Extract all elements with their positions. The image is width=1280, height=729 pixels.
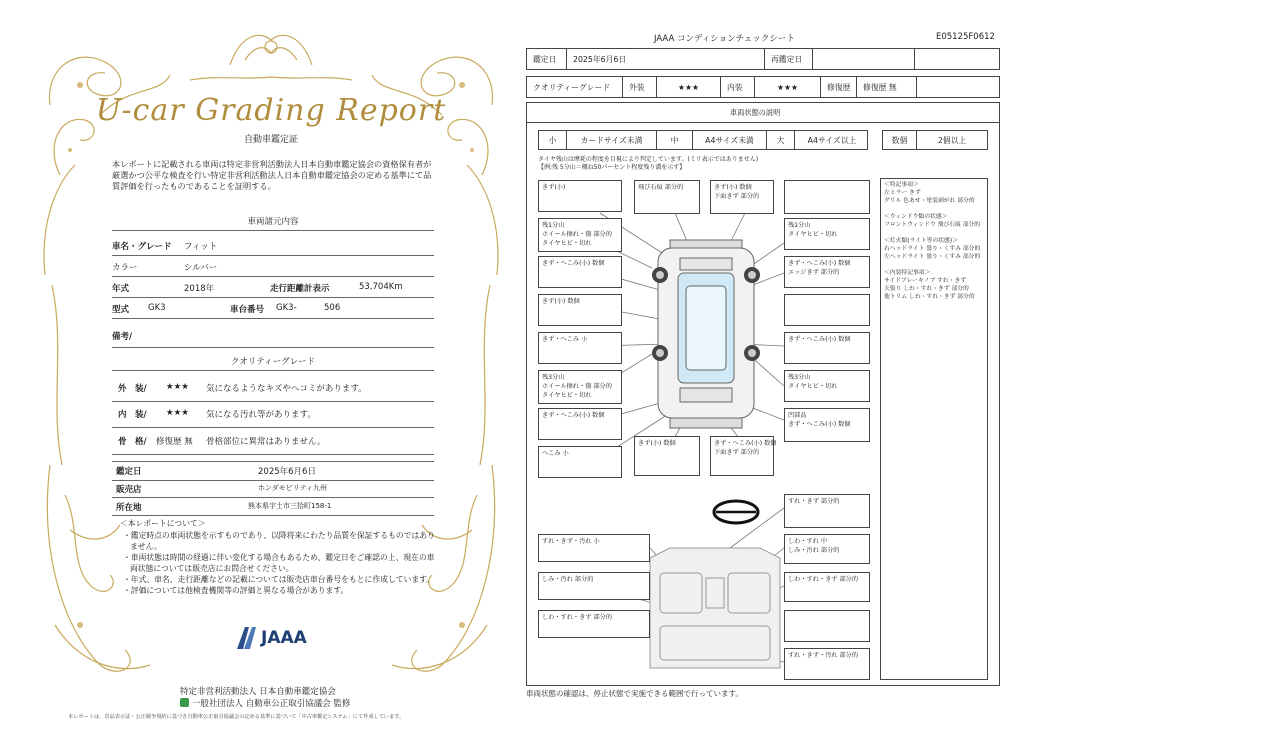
note-item: ・評価については他検査機関等の評価と異なる場合があります。 bbox=[123, 586, 349, 595]
tire-note-2: 【例:残 5分山＝概ね50パーセント程度残り溝を示す】 bbox=[538, 164, 686, 171]
dealer-row bbox=[112, 480, 434, 498]
date-value: 2025年6月6日 bbox=[567, 49, 765, 69]
damage-text: 下面きず 部分的 bbox=[714, 449, 760, 456]
car-name-value: フィット bbox=[184, 242, 218, 252]
model-row bbox=[112, 298, 434, 319]
year-row bbox=[112, 277, 434, 298]
size-large-desc: A4サイズ以上 bbox=[807, 135, 857, 145]
special-note-line bbox=[884, 229, 984, 237]
interior-box bbox=[784, 494, 870, 528]
special-note-line bbox=[884, 205, 984, 213]
interior-text: しわ・すれ・きず 部分的 bbox=[542, 614, 613, 621]
certificate-subtitle: 自動車鑑定証 bbox=[243, 135, 298, 145]
color-value: シルバー bbox=[184, 263, 218, 273]
condition-title: 車両状態の説明 bbox=[730, 108, 781, 117]
mileage-value: 53,704Km bbox=[359, 282, 403, 292]
damage-text: タイヤヒビ・切れ bbox=[542, 240, 592, 247]
vehicle-section-heading: 車両諸元内容 bbox=[112, 215, 434, 231]
damage-box bbox=[784, 408, 870, 442]
damage-text: エッジきず 部分的 bbox=[788, 269, 840, 276]
condition-check-sheet bbox=[520, 28, 1010, 708]
quality-label: クオリティーグレード bbox=[527, 77, 623, 97]
address-row bbox=[112, 498, 434, 516]
damage-text: ホイール擦れ・傷 部分的 bbox=[542, 231, 612, 238]
damage-box bbox=[784, 332, 870, 364]
sheet-title: JAAA コンディションチェックシート bbox=[654, 34, 795, 44]
note-item: ・年式、車名、走行距離などの記載については販売店車台番号をもとに作成しています。 bbox=[123, 575, 435, 584]
damage-box bbox=[538, 370, 622, 404]
special-note-line: 左ミラー きず bbox=[884, 190, 921, 196]
special-note-line: 他トリム しわ・すれ・きず 部分的 bbox=[884, 294, 975, 300]
damage-box bbox=[634, 180, 700, 214]
repair-label: 修復歴 bbox=[821, 77, 857, 97]
org-line-2-text: 一般社団法人 自動車公正取引協議会 監修 bbox=[192, 699, 351, 709]
certificate-footnote: 本レポートは、景品表示法・公正競争規約に基づき自動車公正取引協議会の定める基準に基づいて「中古車鑑定システム」にて作成しています。 bbox=[68, 714, 405, 720]
damage-text: きず(小) 数個 bbox=[714, 184, 752, 191]
damage-text: タイヤヒビ・切れ bbox=[788, 231, 838, 238]
chassis-prefix: GK3- bbox=[276, 303, 297, 313]
damage-box bbox=[538, 332, 622, 364]
damage-box bbox=[710, 180, 774, 214]
interior-label: 内装 bbox=[721, 77, 755, 97]
damage-box bbox=[784, 294, 870, 326]
note-item: ・車両状態は時間の経過に伴い変化する場合もあるため、鑑定日をご確認の上、現在の車両状態については販売店にお問合せください。 bbox=[123, 553, 435, 573]
damage-text: きず・へこみ(小) 数個 bbox=[788, 260, 851, 267]
dealer-value: ホンダモビリティ九州 bbox=[258, 484, 328, 492]
damage-text: 残1分山 bbox=[542, 222, 565, 229]
interior-description: 気になる汚れ等があります。 bbox=[206, 410, 316, 420]
damage-box bbox=[634, 436, 700, 476]
exterior-stars: ★★★ bbox=[657, 77, 721, 97]
frame-value: 修復歴 無 bbox=[156, 437, 193, 447]
special-note-line: ＜特記事項＞ bbox=[884, 182, 919, 188]
size-mid: 中 bbox=[657, 131, 693, 149]
damage-text: きず(小) bbox=[542, 184, 566, 191]
interior-text: すれ・きず・汚れ 小 bbox=[542, 538, 600, 545]
color-label: カラー bbox=[112, 263, 138, 273]
appraisal-date-value: 2025年6月6日 bbox=[258, 467, 316, 477]
exterior-label: 外装 bbox=[623, 77, 657, 97]
damage-text: タイヤヒビ・切れ bbox=[542, 392, 592, 399]
damage-text: 飛び石痕 部分的 bbox=[638, 184, 684, 191]
special-note-line: ＜内装特記事項＞ bbox=[884, 270, 931, 276]
interior-text: しわ・すれ 中 bbox=[788, 538, 828, 545]
report-notes bbox=[120, 518, 440, 596]
exterior-stars: ★★★ bbox=[166, 382, 189, 392]
appraisal-date-row bbox=[112, 461, 434, 481]
jaaa-logo-text: JAAA bbox=[261, 628, 307, 648]
damage-text: きず・へこみ 小 bbox=[542, 336, 588, 343]
damage-text: 下面きず 部分的 bbox=[714, 193, 760, 200]
damage-text: きず・へこみ(小) 数個 bbox=[542, 412, 605, 419]
interior-text: しみ・汚れ 部分的 bbox=[542, 576, 594, 583]
damage-box bbox=[710, 436, 777, 476]
damage-box bbox=[538, 256, 622, 288]
special-note-line bbox=[884, 261, 984, 269]
address-value: 熊本県宇土市三拾町158-1 bbox=[248, 502, 332, 510]
special-note-line: グリル 色あせ・塗装剥がれ 部分的 bbox=[884, 198, 975, 204]
special-note-line: ＜灯火類(ライト等の状態)＞ bbox=[884, 238, 958, 244]
damage-box bbox=[538, 294, 622, 326]
certificate-intro: 本レポートに記載される車両は特定非営利活動法人日本自動車鑑定協会の資格保有者が厳選かつ公平な検査を行い特定非営利活動法人日本自動車鑑定協会の定める基準にて品質評価を行ったものであることを証明する。 bbox=[112, 159, 432, 191]
special-note-line: 左ヘッドライト 曇り・くすみ 部分的 bbox=[884, 254, 981, 260]
grading-certificate bbox=[40, 25, 502, 720]
special-note-line: 天張り しわ・すれ・きず 部分的 bbox=[884, 286, 969, 292]
remarks-row bbox=[112, 325, 434, 348]
count-desc: 2個以上 bbox=[937, 135, 967, 145]
frame-row bbox=[112, 430, 434, 455]
special-note-line: サイドブレーキノブ すれ・きず bbox=[884, 278, 967, 284]
frame-label: 骨 格/ bbox=[118, 437, 147, 447]
chassis-number: 506 bbox=[324, 303, 341, 313]
note-item: ・鑑定時点の車両状態を示すものであり、以降将来にわたり品質を保証するものではありません。 bbox=[123, 531, 435, 551]
damage-text: ホイール擦れ・傷 部分的 bbox=[542, 383, 612, 390]
interior-text: すれ・きず・汚れ 部分的 bbox=[788, 652, 859, 659]
damage-box bbox=[538, 180, 622, 212]
interior-text: しみ・汚れ 部分的 bbox=[788, 547, 840, 554]
damage-box bbox=[784, 218, 870, 250]
mileage-label: 走行距離計表示 bbox=[270, 284, 330, 294]
notes-title: ＜本レポートについて＞ bbox=[120, 519, 206, 528]
special-notes-panel bbox=[880, 178, 988, 680]
quality-section-heading: クオリティーグレード bbox=[112, 355, 434, 371]
damage-text: 残3分山 bbox=[542, 374, 565, 381]
damage-box bbox=[538, 446, 622, 478]
frame-description: 骨格部位に異常はありません。 bbox=[206, 437, 326, 447]
damage-box bbox=[784, 370, 870, 402]
tire-note-1: タイヤ残山は摩耗の程度を目視により判定しています。(ミリ表示ではありません) bbox=[538, 156, 759, 163]
damage-text: きず(小) 数個 bbox=[542, 298, 580, 305]
interior-text: すれ・きず 部分的 bbox=[788, 498, 840, 505]
damage-text: へこみ 小 bbox=[542, 450, 569, 457]
fair-trade-badge-icon bbox=[180, 698, 189, 707]
org-line-2 bbox=[180, 697, 350, 709]
color-row bbox=[112, 256, 434, 277]
model-value: GK3 bbox=[148, 303, 166, 313]
damage-text: きず・へこみ(小) 数個 bbox=[714, 440, 777, 447]
interior-row bbox=[112, 403, 434, 428]
repair-value: 修復歴 無 bbox=[857, 77, 917, 97]
car-name-row bbox=[112, 235, 434, 256]
special-note-line: 右ヘッドライト 曇り・くすみ 部分的 bbox=[884, 246, 981, 252]
exterior-description: 気になるようなキズやヘコミがあります。 bbox=[206, 384, 367, 394]
count-label: 数個 bbox=[883, 131, 917, 149]
damage-text: 残3分山 bbox=[788, 374, 811, 381]
size-small-desc: カードサイズ未満 bbox=[567, 131, 657, 149]
size-mid-desc: A4サイズ未満 bbox=[693, 131, 767, 149]
sheet-footer-note: 車両状態の確認は、停止状態で実施できる範囲で行っています。 bbox=[526, 689, 743, 698]
year-label: 年式 bbox=[112, 284, 130, 294]
interior-box bbox=[784, 610, 870, 642]
interior-text: しわ・すれ・きず 部分的 bbox=[788, 576, 859, 583]
damage-text: きず・へこみ(小) 数個 bbox=[788, 336, 851, 343]
damage-box bbox=[538, 218, 622, 252]
org-line-1: 特定非営利活動法人 日本自動車鑑定協会 bbox=[180, 687, 336, 697]
jaaa-logo bbox=[235, 625, 307, 655]
exterior-label: 外 装/ bbox=[118, 384, 147, 394]
interior-stars: ★★★ bbox=[755, 77, 821, 97]
interior-box bbox=[538, 572, 650, 600]
damage-text: きず・へこみ(小) 数個 bbox=[542, 260, 605, 267]
damage-text: タイヤヒビ・切れ bbox=[788, 383, 838, 390]
damage-box bbox=[538, 408, 622, 440]
interior-stars: ★★★ bbox=[166, 408, 189, 418]
interior-box bbox=[784, 648, 870, 680]
special-note-line: ＜ウィンドウ類の状態＞ bbox=[884, 214, 948, 220]
damage-text: 凹部品 bbox=[788, 412, 807, 419]
interior-box bbox=[784, 572, 870, 602]
damage-box bbox=[784, 180, 870, 214]
interior-box bbox=[538, 534, 650, 562]
redate-label: 再鑑定日 bbox=[765, 49, 813, 69]
chassis-label: 車台番号 bbox=[230, 305, 265, 315]
damage-text: 残1分山 bbox=[788, 222, 811, 229]
car-name-label: 車名・グレード bbox=[112, 242, 172, 252]
interior-label: 内 装/ bbox=[118, 410, 147, 420]
interior-box bbox=[538, 610, 650, 638]
special-note-line: フロントウィンドウ 飛び石痕 部分的 bbox=[884, 222, 981, 228]
dealer-label: 販売店 bbox=[116, 485, 142, 495]
year-value: 2018年 bbox=[184, 284, 215, 294]
size-small: 小 bbox=[539, 131, 567, 149]
date-label: 鑑定日 bbox=[527, 49, 567, 69]
appraisal-date-label: 鑑定日 bbox=[116, 467, 142, 477]
damage-text: きず(小) 数個 bbox=[638, 440, 676, 447]
remarks-label: 備考/ bbox=[112, 332, 133, 342]
damage-text: きず・へこみ(小) 数個 bbox=[788, 421, 851, 428]
interior-box bbox=[784, 534, 870, 564]
certificate-title: U-car Grading Report bbox=[95, 93, 447, 128]
damage-box bbox=[784, 256, 870, 288]
address-label: 所在地 bbox=[116, 503, 142, 513]
size-large: 大 bbox=[767, 131, 795, 149]
exterior-row bbox=[112, 377, 434, 402]
model-label: 型式 bbox=[112, 305, 130, 315]
document-id: E05125F0612 bbox=[936, 32, 995, 42]
